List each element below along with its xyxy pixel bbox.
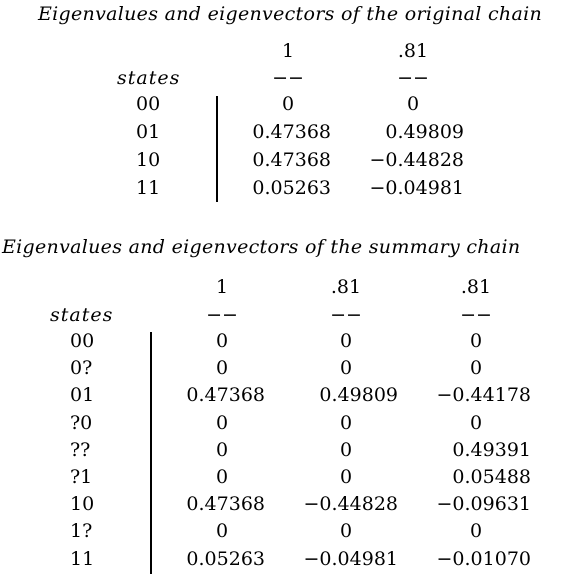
- table2-eigenvalue-1: 1: [215, 276, 229, 298]
- table2-row-8-value-1: −0.04981: [303, 547, 398, 570]
- table1-eigenvalue-1: 1: [281, 40, 295, 62]
- table2-row-8-value-2: −0.01070: [436, 547, 531, 570]
- table2-row-5-value-1: 0: [339, 466, 353, 488]
- table1-row-0-value-1: 0: [406, 93, 420, 115]
- table2-row-7-value-0: 0: [215, 520, 229, 543]
- table2-row-1-value-1: 0: [339, 357, 353, 380]
- table2-separator-3: −−: [460, 304, 492, 326]
- table1-separator-2: −−: [397, 67, 429, 89]
- table2-row-2-value-0: 0.47368: [186, 384, 265, 407]
- table2-row-3-state: ?0: [70, 411, 93, 434]
- table2-title: Eigenvalues and eigenvectors of the summary chain: [2, 236, 521, 258]
- table2-row-1-state: 0?: [70, 357, 93, 380]
- table2-row-7-value-1: 0: [339, 520, 353, 543]
- table2-row-7-state: 1?: [70, 520, 93, 543]
- table1-row-1-state: 01: [136, 121, 161, 143]
- table1-row-1-value-1: 0.49809: [385, 121, 464, 143]
- table1-row-3-value-0: 0.05263: [252, 177, 331, 199]
- table2-row-5-value-0: 0: [215, 466, 229, 488]
- table1-row-3-value-1: −0.04981: [369, 177, 464, 199]
- table2-row-0-value-0: 0: [215, 330, 229, 352]
- table2-row-8-state: 11: [70, 547, 95, 570]
- table2-separator-1: −−: [206, 304, 238, 326]
- table2-row-2-value-2: −0.44178: [436, 384, 531, 407]
- table2-row-2-state: 01: [70, 384, 95, 407]
- table1-row-0-state: 00: [136, 93, 161, 115]
- table2-row-2-value-1: 0.49809: [319, 384, 398, 407]
- table2-row-1-value-0: 0: [215, 357, 229, 380]
- table2-row-6-value-1: −0.44828: [303, 493, 398, 516]
- table2-row-0-state: 00: [70, 330, 95, 352]
- table2-row-6-value-0: 0.47368: [186, 493, 265, 516]
- table1-row-2-value-1: −0.44828: [369, 149, 464, 171]
- table1-separator-1: −−: [272, 67, 304, 89]
- table1-row-1-value-0: 0.47368: [252, 121, 331, 143]
- table1-row-0-value-0: 0: [281, 93, 295, 115]
- table2-row-1-value-2: 0: [469, 357, 483, 380]
- table2-vertical-rule: [150, 332, 152, 574]
- table2-row-4-value-1: 0: [339, 438, 353, 461]
- table2-states-label: states: [50, 304, 114, 326]
- table2-row-3-value-0: 0: [215, 411, 229, 434]
- table2-row-5-state: ?1: [70, 466, 93, 488]
- table1-states-label: states: [117, 67, 181, 89]
- table2-row-5-value-2: 0.05488: [452, 466, 531, 488]
- table1-row-3-state: 11: [136, 177, 161, 199]
- table2-row-3-value-2: 0: [469, 411, 483, 434]
- table1-eigenvalue-2: .81: [397, 40, 429, 62]
- table2-eigenvalue-3: .81: [460, 276, 492, 298]
- table2-row-0-value-2: 0: [469, 330, 483, 352]
- table2-row-6-state: 10: [70, 493, 95, 516]
- table2-row-3-value-1: 0: [339, 411, 353, 434]
- table2-row-0-value-1: 0: [339, 330, 353, 352]
- table2-row-4-state: ??: [70, 438, 91, 461]
- table2-row-8-value-0: 0.05263: [186, 547, 265, 570]
- table2-separator-2: −−: [330, 304, 362, 326]
- table2-row-6-value-2: −0.09631: [436, 493, 531, 516]
- table1-title: Eigenvalues and eigenvectors of the original chain: [38, 3, 542, 25]
- table2-row-4-value-0: 0: [215, 438, 229, 461]
- table1-row-2-value-0: 0.47368: [252, 149, 331, 171]
- table2-row-4-value-2: 0.49391: [452, 438, 531, 461]
- table2-eigenvalue-2: .81: [330, 276, 362, 298]
- table1-row-2-state: 10: [136, 149, 161, 171]
- table2-row-7-value-2: 0: [469, 520, 483, 543]
